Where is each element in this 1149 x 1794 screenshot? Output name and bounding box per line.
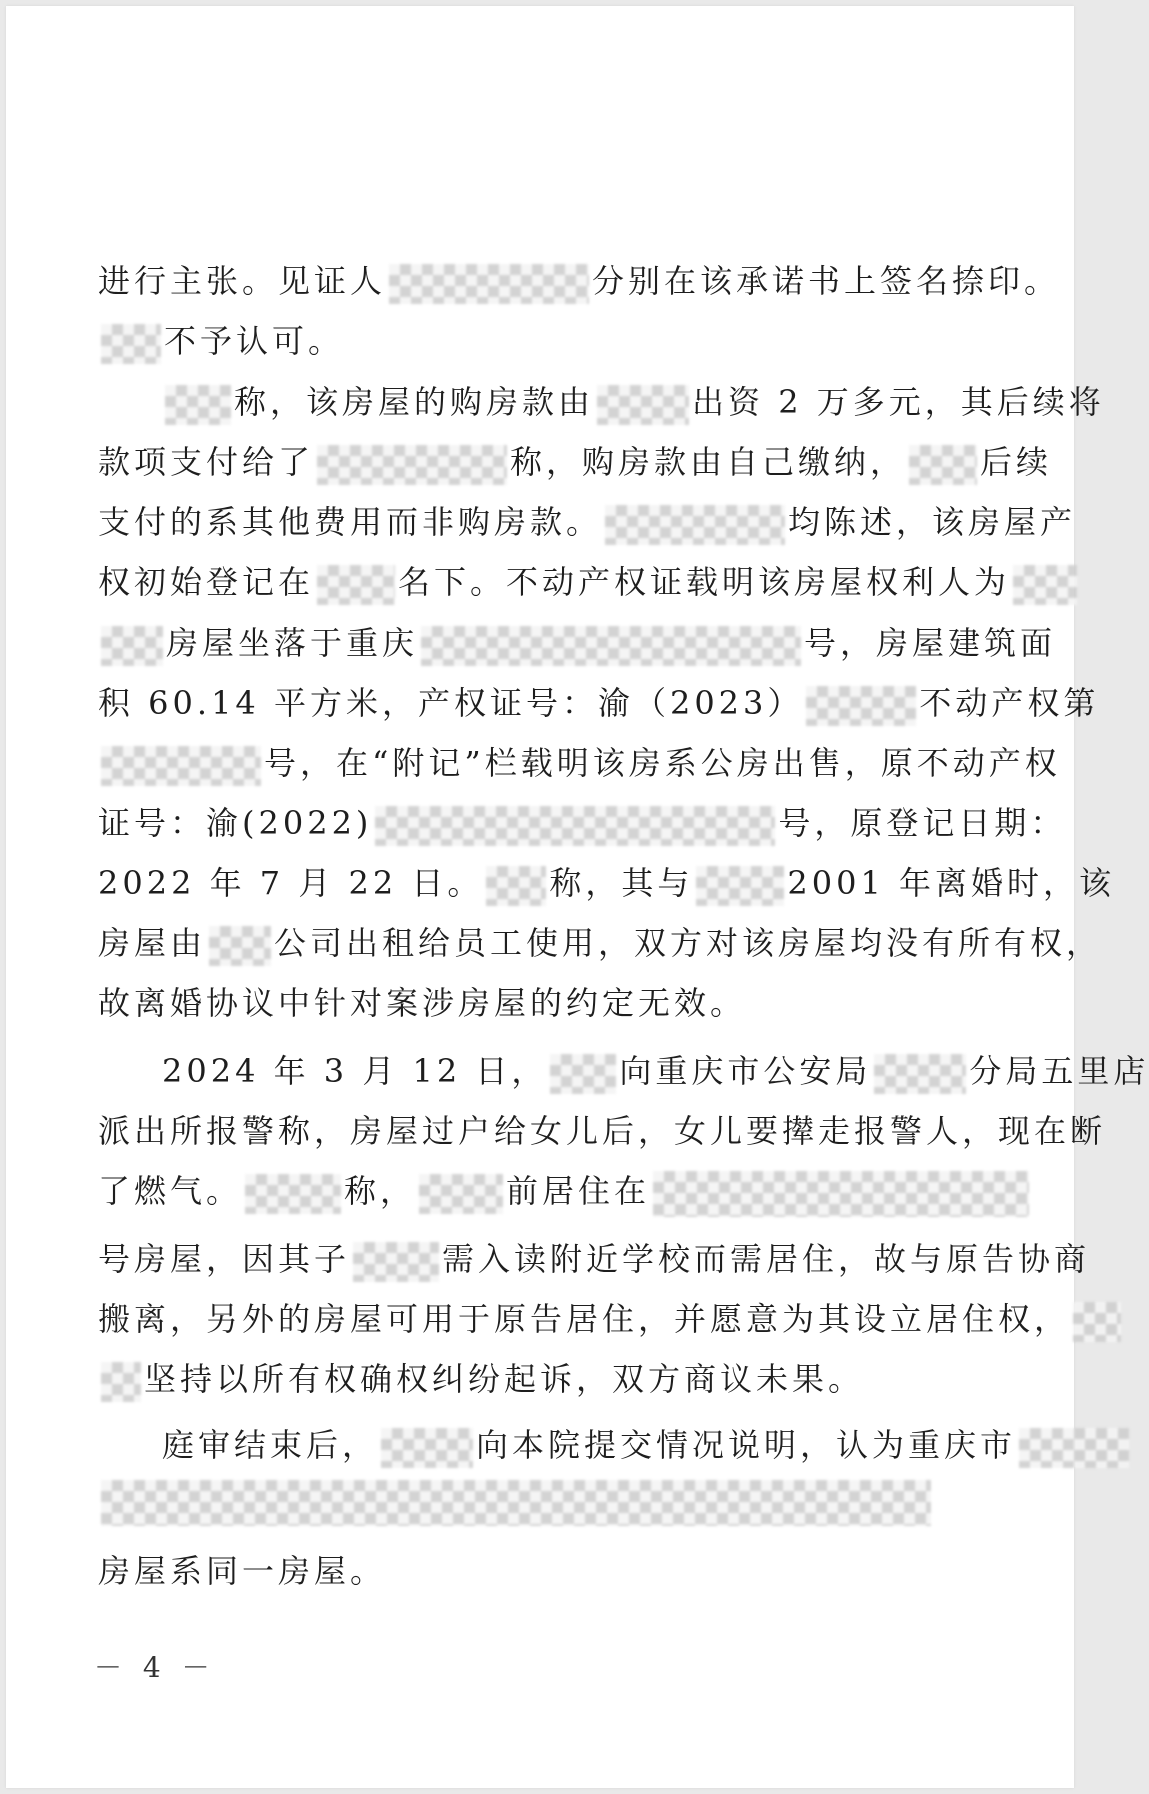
- text-segment: 向重庆市公安局: [619, 1052, 872, 1090]
- text-segment: 需入读附近学校而需居住，故与原告协商: [442, 1240, 1091, 1278]
- text-segment: 分局五里店: [969, 1052, 1149, 1090]
- text-segment: 了燃气。: [98, 1172, 243, 1210]
- text-segment: 出资 2 万多元，其后续将: [692, 383, 1105, 421]
- redaction-mosaic: [486, 866, 546, 906]
- redaction-mosaic: [1019, 1428, 1129, 1468]
- text-segment: 2022 年 7 月 22 日。: [98, 864, 484, 902]
- redaction-mosaic: [597, 385, 689, 425]
- text-segment: 进行主张。见证人: [98, 262, 387, 300]
- text-line: [98, 978, 746, 1024]
- text-segment: 积 60.14 平方米，产权证号：渝（2023）: [98, 684, 804, 722]
- text-line: [98, 316, 344, 364]
- redaction-mosaic: [101, 626, 163, 666]
- text-segment: 证号：渝(2022): [98, 804, 373, 842]
- redaction-mosaic: [550, 1054, 616, 1094]
- document-page: [6, 6, 1149, 1788]
- redaction-mosaic: [101, 1362, 141, 1402]
- text-line: [98, 738, 1061, 786]
- text-segment: 分别在该承诺书上签名捺印。: [592, 262, 1061, 300]
- text-line: [98, 1294, 1124, 1342]
- text-segment: 号房屋，因其子: [98, 1240, 351, 1278]
- text-segment: 房屋坐落于重庆: [166, 624, 419, 662]
- text-segment: 不予认可。: [164, 322, 345, 360]
- text-line: [98, 858, 1115, 906]
- redaction-mosaic: [1013, 565, 1077, 605]
- text-line: [98, 1354, 864, 1402]
- text-line: [98, 557, 1080, 605]
- redaction-mosaic: [389, 264, 589, 304]
- text-line: [98, 1234, 1090, 1282]
- text-segment: 前居住在: [506, 1172, 651, 1210]
- text-line: [98, 618, 1056, 666]
- redaction-mosaic: [101, 746, 261, 786]
- text-segment: 派出所报警称，房屋过户给女儿后，女儿要撵走报警人，现在断: [98, 1112, 1107, 1150]
- text-segment: 称，: [344, 1172, 417, 1210]
- text-segment: 房屋由: [98, 924, 207, 962]
- text-line: [98, 256, 1060, 304]
- text-segment: 不动产权第: [919, 684, 1100, 722]
- text-line: [98, 497, 1076, 545]
- redaction-mosaic: [381, 1428, 473, 1468]
- redaction-mosaic: [806, 686, 916, 726]
- redaction-mosaic: [375, 806, 775, 846]
- redaction-mosaic: [209, 926, 271, 966]
- redaction-mosaic: [909, 445, 977, 485]
- redaction-mosaic: [165, 385, 231, 425]
- text-segment: 公司出租给员工使用，双方对该房屋均没有所有权，: [274, 924, 1103, 962]
- redaction-mosaic: [1073, 1302, 1121, 1342]
- text-line: [98, 918, 1102, 966]
- page-number: － 4 －: [94, 1651, 216, 1684]
- text-segment: 号，房屋建筑面: [804, 624, 1057, 662]
- text-segment: 号，原登记日期：: [778, 804, 1067, 842]
- text-line: [98, 437, 1052, 485]
- text-segment: 称，该房屋的购房款由: [234, 383, 595, 421]
- text-segment: 名下。不动产权证载明该房屋权利人为: [398, 563, 1011, 601]
- text-segment: 庭审结束后，: [162, 1426, 379, 1464]
- redaction-mosaic: [696, 866, 784, 906]
- text-segment: 权初始登记在: [98, 563, 315, 601]
- text-segment: 均陈述，该房屋产: [788, 503, 1077, 541]
- text-segment: 支付的系其他费用而非购房款。: [98, 503, 603, 541]
- text-segment: 款项支付给了: [98, 443, 315, 481]
- text-line: [98, 798, 1066, 846]
- text-segment: 搬离，另外的房屋可用于原告居住，并愿意为其设立居住权，: [98, 1300, 1071, 1338]
- text-segment: 称，其与: [549, 864, 694, 902]
- redaction-mosaic: [419, 1174, 503, 1214]
- redaction-mosaic: [245, 1174, 341, 1214]
- redaction-mosaic: [421, 626, 801, 666]
- redaction-mosaic: [101, 1480, 931, 1526]
- text-line: [162, 1420, 1132, 1468]
- text-segment: 2001 年离婚时，该: [787, 864, 1116, 902]
- text-segment: 坚持以所有权确权纠纷起诉，双方商议未果。: [144, 1360, 865, 1398]
- text-segment: 号，在“附记”栏载明该房系公房出售，原不动产权: [264, 744, 1061, 782]
- text-line-redacted: [98, 1480, 934, 1526]
- redaction-mosaic: [874, 1054, 966, 1094]
- text-segment: 房屋系同一房屋。: [98, 1552, 387, 1590]
- text-segment: 后续: [980, 443, 1053, 481]
- text-line: [162, 1046, 1149, 1094]
- text-segment: 故离婚协议中针对案涉房屋的约定无效。: [98, 984, 747, 1022]
- redaction-mosaic: [317, 445, 507, 485]
- text-segment: 2024 年 3 月 12 日，: [162, 1052, 548, 1090]
- text-segment: 向本院提交情况说明，认为重庆市: [476, 1426, 1017, 1464]
- text-line: [98, 1106, 1106, 1152]
- text-line: [98, 1546, 386, 1592]
- text-line: [162, 377, 1105, 425]
- redaction-mosaic: [353, 1242, 439, 1282]
- text-segment: 称，购房款由自己缴纳，: [510, 443, 907, 481]
- text-line: [98, 1166, 1032, 1217]
- redaction-mosaic: [101, 324, 161, 364]
- redaction-mosaic: [653, 1171, 1029, 1217]
- text-line: [98, 678, 1099, 726]
- redaction-mosaic: [605, 505, 785, 545]
- redaction-mosaic: [317, 565, 395, 605]
